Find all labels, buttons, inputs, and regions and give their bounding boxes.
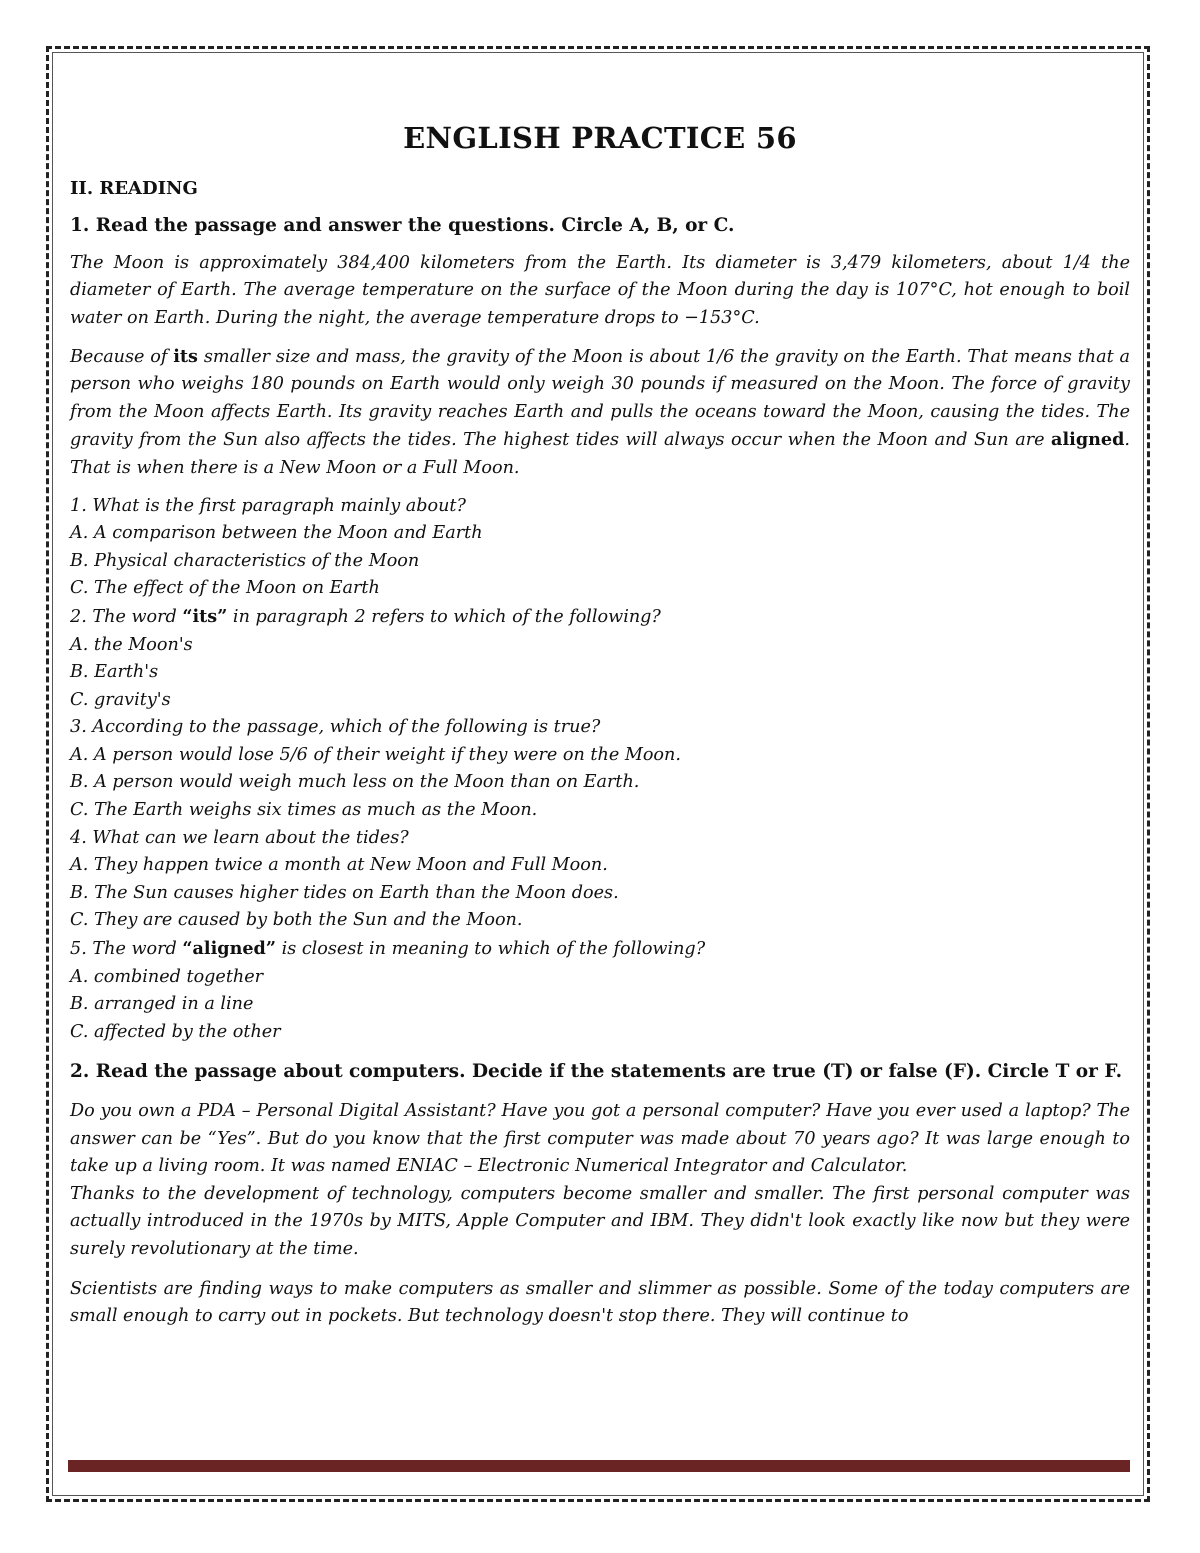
question-1: 1. What is the first paragraph mainly about? xyxy=(70,495,466,516)
passage-2-paragraph-2: Thanks to the development of technology, computers become smaller and smaller. The first personal computer was actually introduced in the 1970s by MITS, Apple Computer and IBM. They didn't look exactly like now but they were surely revolutionary at the time. xyxy=(70,1183,1130,1259)
question-1-option-b[interactable]: B. Physical characteristics of the Moon xyxy=(70,550,420,571)
question-3-option-b[interactable]: B. A person would weigh much less on the Moon than on Earth. xyxy=(70,772,640,793)
question-2-option-a[interactable]: A. the Moon's xyxy=(70,634,193,655)
question-5 xyxy=(70,935,1130,964)
passage-2-paragraph-3: Scientists are finding ways to make computers as smaller and slimmer as possible. Some of the today computers are small enough to carry out in pockets. But technology doesn't stop there. They will continue to xyxy=(70,1278,1130,1327)
passage-1-paragraph-2 xyxy=(70,343,1130,483)
question-5-option-a[interactable]: A. combined together xyxy=(70,966,264,987)
passage-2-paragraph-1: Do you own a PDA – Personal Digital Assistant? Have you got a personal computer? Have you ever used a laptop? The answer can be “Yes”. But do you know that the first computer was made about 70 years ago? It was large enough to take up a living room. It was named ENIAC – Electronic Numerical Integrator and Calculator. xyxy=(70,1101,1130,1177)
question-4-option-a[interactable]: A. They happen twice a month at New Moon and Full Moon. xyxy=(70,855,608,876)
q2-pre: 2. The word xyxy=(70,606,183,627)
q5-post: is closest in meaning to which of the following? xyxy=(275,939,706,960)
section-heading: II. READING xyxy=(70,177,198,199)
q5-pre: 5. The word xyxy=(70,939,183,960)
passage-1-paragraph-1: The Moon is approximately 384,400 kilometers from the Earth. Its diameter is 3,479 kilometers, about 1/4 the diameter of Earth. The average temperature on the surface of the Moon during the day is 107°C, hot enough to boil water on Earth. During the night, the average temperature drops to −153°C. xyxy=(70,252,1130,328)
task-2-instruction: 2. Read the passage about computers. Decide if the statements are true (T) or false (F). Circle T or F. xyxy=(70,1061,1123,1083)
q2-post: in paragraph 2 refers to which of the following? xyxy=(227,606,661,627)
question-3-option-c[interactable]: C. The Earth weighs six times as much as the Moon. xyxy=(70,800,538,821)
question-3-option-a[interactable]: A. A person would lose 5/6 of their weight if they were on the Moon. xyxy=(70,744,681,765)
worksheet-content xyxy=(70,121,1130,1341)
p2-word-its: its xyxy=(173,345,198,367)
question-2 xyxy=(70,603,1130,632)
question-2-option-b[interactable]: B. Earth's xyxy=(70,662,159,683)
question-3: 3. According to the passage, which of the following is true? xyxy=(70,717,601,738)
question-4: 4. What can we learn about the tides? xyxy=(70,827,409,848)
question-list xyxy=(70,493,1130,1047)
q2-word: “its” xyxy=(182,605,228,627)
question-4-option-c[interactable]: C. They are caused by both the Sun and the Moon. xyxy=(70,910,523,931)
p2-text-a: Because of xyxy=(70,346,174,367)
page-title: ENGLISH PRACTICE 56 xyxy=(403,121,797,155)
p2-word-aligned: aligned xyxy=(1051,429,1125,451)
question-1-option-a[interactable]: A. A comparison between the Moon and Earth xyxy=(70,523,483,544)
question-2-option-c[interactable]: C. gravity's xyxy=(70,689,171,710)
footer-bar xyxy=(68,1460,1130,1472)
q5-word: “aligned” xyxy=(182,938,276,960)
p2-text-b: smaller size and mass, the gravity of the Moon is about 1/6 the gravity on the Earth. That means that a person who weighs 180 pounds on Earth would only weigh 30 pounds if measured on the Moon. The force of gravity from the Moon affects Earth. Its gravity reaches Earth and pulls the oceans toward the Moon, causing the tides. The gravity from the Sun also affects the tides. The highest tides will always occur when the Moon and Sun are xyxy=(70,346,1130,451)
question-1-option-c[interactable]: C. The effect of the Moon on Earth xyxy=(70,578,380,599)
question-4-option-b[interactable]: B. The Sun causes higher tides on Earth than the Moon does. xyxy=(70,882,619,903)
question-5-option-b[interactable]: B. arranged in a line xyxy=(70,994,254,1015)
question-5-option-c[interactable]: C. affected by the other xyxy=(70,1021,281,1042)
task-1-instruction: 1. Read the passage and answer the questions. Circle A, B, or C. xyxy=(70,215,735,237)
p2-text-c: . That is when there is a New Moon or a Full Moon. xyxy=(70,430,1130,478)
